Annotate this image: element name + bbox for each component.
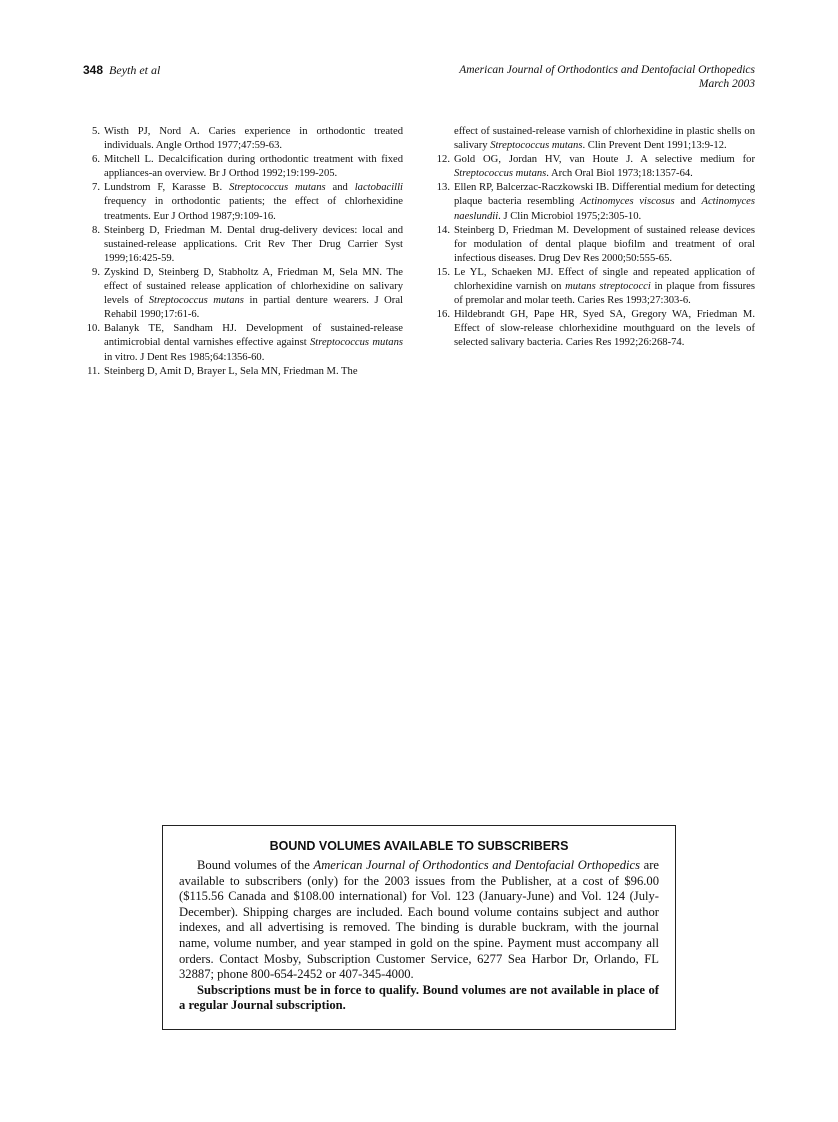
reference-number: 13.: [436, 182, 450, 194]
notice-body: [179, 858, 659, 983]
reference-item: [76, 322, 403, 364]
notice-journal-name: American Journal of Orthodontics and Dentofacial Orthopedics: [313, 858, 641, 872]
issue-date: March 2003: [698, 78, 755, 90]
reference-text: Gold OG, Jordan HV, van Houte J. A selective medium for: [454, 154, 755, 166]
bound-volumes-notice: [162, 825, 676, 1030]
reference-item: [426, 125, 755, 153]
reference-number: 14.: [436, 224, 450, 236]
reference-item: [76, 153, 403, 181]
reference-text: Streptococcus mutans: [148, 295, 244, 307]
reference-number: 7.: [92, 182, 100, 194]
references-left-column: [76, 125, 403, 379]
reference-text: Actinomyces viscosus: [580, 196, 675, 208]
reference-text: Ellen RP, Balcerzac-Raczkowski IB. Differential medium for detecting plaque bacteria resembling: [454, 182, 755, 208]
reference-text: and: [674, 196, 702, 208]
reference-item: [426, 181, 755, 223]
journal-title: American Journal of Orthodontics and Dentofacial Orthopedics: [459, 64, 755, 76]
running-header-left: [83, 63, 160, 78]
reference-text: Streptococcus mutans: [454, 168, 547, 180]
reference-text: Wisth PJ, Nord A. Caries experience in orthodontic treated individuals. Angle Orthod 1977;47:59-63.: [104, 126, 403, 152]
notice-note: Subscriptions must be in force to qualify. Bound volumes are not available in place of a regular Journal subscription.: [179, 982, 659, 1013]
reference-text: Le YL, Schaeken MJ. Effect of single and repeated application of chlorhexidine varnish on: [454, 266, 755, 293]
reference-number: 15.: [436, 266, 450, 278]
page-number: 348: [83, 63, 104, 77]
reference-text: lactobacilli: [354, 182, 403, 194]
reference-number: 8.: [92, 224, 100, 236]
reference-text: . Clin Prevent Dent 1991;13:9-12.: [582, 140, 727, 152]
reference-text: Mitchell L. Decalcification during orthodontic treatment with fixed appliances-an overview. Br J Orthod 1992;19:199-205.: [104, 154, 403, 180]
reference-text: in plaque from fissures of premolar and molar teeth. Caries Res 1993;27:303-6.: [454, 281, 755, 307]
reference-text: Streptococcus mutans: [310, 337, 403, 349]
references-right-column: [426, 125, 755, 351]
reference-text: Streptococcus mutans: [490, 140, 583, 152]
reference-text: Streptococcus mutans: [229, 182, 326, 194]
notice-title: BOUND VOLUMES AVAILABLE TO SUBSCRIBERS: [269, 839, 569, 853]
reference-number: 10.: [86, 323, 100, 335]
reference-number: 16.: [436, 309, 450, 321]
reference-item: [76, 224, 403, 266]
reference-text: in vitro. J Dent Res 1985;64:1356-60.: [104, 351, 265, 363]
reference-text: effect of sustained-release varnish of chlorhexidine in plastic shells on salivary: [454, 126, 755, 152]
notice-body-text: Bound volumes of the: [197, 858, 314, 872]
reference-number: 6.: [92, 154, 100, 166]
reference-number: 11.: [87, 365, 100, 377]
reference-item: [76, 181, 403, 223]
reference-text: Steinberg D, Friedman M. Development of sustained release devices for modulation of dental plaque biofilm and treatment of oral infectious diseases. Drug Dev Res 2000;50:555-65.: [454, 224, 755, 264]
reference-item: [426, 308, 755, 350]
reference-text: and: [325, 182, 355, 194]
notice-body-text: are available to subscribers (only) for the 2003 issues from the Publisher, at a cost of $96.00 ($115.56 Canada and $108.00 international) for Vol. 123 (January-June) and Vol. 124 (July-December). Shipping charges are included. Each bound volume contains subject and author indexes, and all advertising is removed. The binding is durable buckram, with the journal name, volume number, and year stamped in gold on the spine. Payment must accompany all orders. Contact Mosby, Subscription Customer Service, 6277 Sea Harbor Dr, Orlando, FL 32887; phone 800-654-2452 or 407-345-4000.: [179, 858, 660, 982]
reference-item: [426, 153, 755, 181]
reference-item: [76, 365, 403, 379]
reference-number: 9.: [92, 266, 100, 278]
reference-text: in partial denture wearers. J Oral Rehabil 1990;17:61-6.: [104, 295, 403, 321]
reference-item: [426, 224, 755, 266]
reference-item: [426, 266, 755, 308]
reference-text: Hildebrandt GH, Pape HR, Syed SA, Gregory WA, Friedman M. Effect of slow-release chlorhexidine mouthguard on the levels of selected salivary bacteria. Caries Res 1992;26:268-74.: [454, 309, 755, 349]
reference-text: Balanyk TE, Sandham HJ. Development of sustained-release antimicrobial dental varnishes effective against: [104, 323, 403, 349]
reference-text: mutans streptococci: [565, 281, 651, 293]
running-header-right: [459, 63, 755, 91]
reference-text: Steinberg D, Amit D, Brayer L, Sela MN, Friedman M. The: [104, 365, 358, 377]
reference-text: . Arch Oral Biol 1973;18:1357-64.: [546, 168, 693, 180]
reference-item: [76, 266, 403, 322]
reference-number: 5.: [92, 126, 100, 137]
reference-item: [76, 125, 403, 153]
reference-text: Lundstrom F, Karasse B.: [104, 182, 230, 194]
reference-text: Zyskind D, Steinberg D, Stabholtz A, Friedman M, Sela MN. The effect of sustained release application of chlorhexidine on salivary levels of: [104, 266, 403, 307]
reference-number: 12.: [436, 154, 450, 166]
reference-text: frequency in orthodontic patients; the effect of chlorhexidine treatments. Eur J Orthod 1987;9:109-16.: [104, 196, 403, 222]
reference-text: Steinberg D, Friedman M. Dental drug-delivery devices: local and sustained-release applications. Crit Rev Ther Drug Carrier Syst 1999;16:425-59.: [104, 224, 403, 264]
reference-text: Actinomyces naeslundii: [454, 196, 756, 222]
reference-text: . J Clin Microbiol 1975;2:305-10.: [498, 210, 642, 222]
running-authors: Beyth et al: [109, 63, 161, 77]
